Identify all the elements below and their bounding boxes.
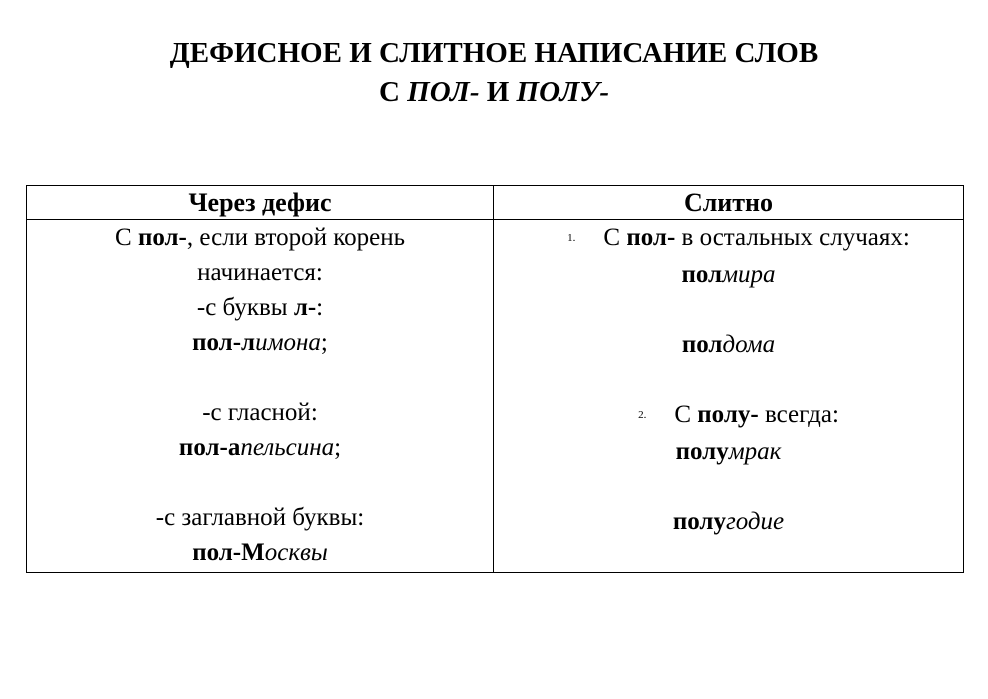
example-italic: дома (722, 330, 776, 358)
title-polu-prefix: ПОЛУ- (516, 76, 610, 108)
page-title-line2 (0, 75, 988, 109)
table-row (27, 220, 964, 573)
hyphenated-rules-cell (27, 220, 494, 573)
spacer (494, 362, 963, 397)
spacer (494, 292, 963, 327)
example-italic: пельсина (240, 434, 335, 461)
prefix-pol: пол- (626, 224, 676, 251)
example-italic: годие (725, 507, 785, 535)
example-bold: полу (675, 437, 729, 465)
header-hyphenated: Через дефис (27, 186, 494, 220)
letter-l: л- (293, 294, 317, 321)
example-bold: пол (681, 330, 723, 358)
example-bold: полу (672, 507, 726, 535)
spacer (494, 469, 963, 504)
table-header-row (27, 186, 964, 220)
example-polmira (494, 257, 963, 292)
prefix-pol: пол- (137, 224, 187, 251)
spacer (27, 465, 493, 500)
example-poldoma (494, 327, 963, 362)
rule-letter-l (27, 290, 493, 325)
page-title-line1: ДЕФИСНОЕ И СЛИТНОЕ НАПИСАНИЕ СЛОВ (169, 37, 819, 69)
text: С (115, 224, 138, 251)
rule-vowel: -с гласной: (202, 399, 318, 426)
spelling-rules-table (26, 185, 964, 573)
list-number: 1. (567, 231, 576, 244)
example-bold: пол-М (192, 539, 265, 566)
solid-rule-1 (494, 220, 963, 257)
example-bold: пол (681, 260, 723, 288)
example-italic: мира (722, 260, 776, 288)
hyphen-intro (27, 220, 493, 255)
rule-capital: -с заглавной буквы: (155, 504, 365, 531)
title-conjunction: И (479, 76, 517, 108)
example-italic: мрак (728, 437, 782, 465)
text: С (674, 400, 698, 428)
text: : (316, 294, 324, 321)
example-bold: пол-а (178, 434, 241, 461)
example-pol-limona (27, 325, 493, 360)
example-pol-apelsina (27, 430, 493, 465)
text: С (603, 224, 627, 251)
text: , если второй корень (186, 224, 405, 251)
header-solid: Слитно (494, 186, 964, 220)
text: в остальных случаях: (675, 224, 910, 251)
example-italic: имона (255, 329, 321, 356)
text: -с буквы (196, 294, 294, 321)
prefix-polu: полу- (697, 400, 759, 428)
example-pol-moskvy (27, 535, 493, 570)
text: ; (320, 329, 328, 356)
title-prefix: С (378, 76, 408, 108)
spacer (27, 360, 493, 395)
solid-rule-2 (494, 397, 963, 434)
title-pol-prefix: ПОЛ- (407, 76, 480, 108)
list-number: 2. (638, 408, 647, 421)
example-italic: осквы (264, 539, 328, 566)
solid-rules-cell (494, 220, 964, 573)
example-polumrak (494, 434, 963, 469)
text: ; (334, 434, 342, 461)
text: всегда: (758, 400, 839, 428)
example-polugodie (494, 504, 963, 539)
hyphen-intro-line2: начинается: (197, 259, 323, 286)
example-bold: пол-л (192, 329, 256, 356)
